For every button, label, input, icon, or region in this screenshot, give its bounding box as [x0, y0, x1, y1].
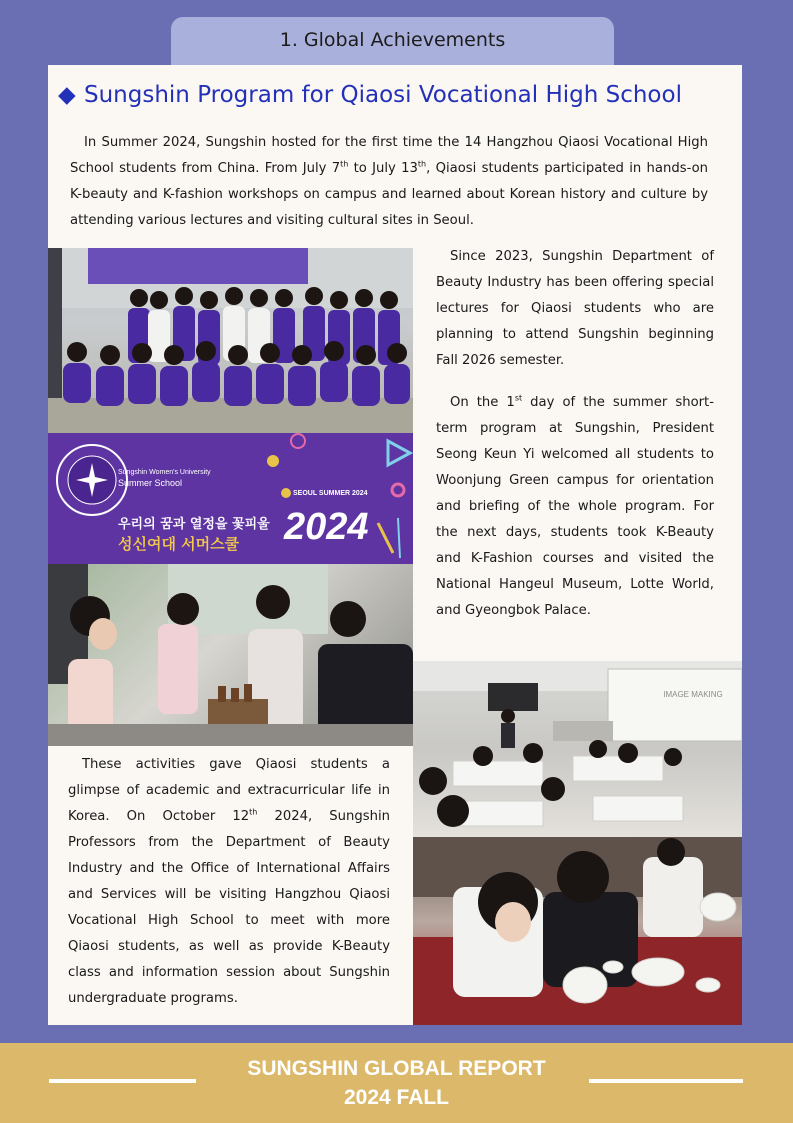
activities-text-b: 2024, Sungshin Professors from the Department of Beauty Industry and the Office of International Affairs and Services will be visiting Hangzhou Qiaosi Vocational High School to meet with more Qiaosi students, as well as provide K-Beauty class and information session about Sungshin undergraduate programs. [68, 809, 390, 1006]
group-photo-illustration [48, 248, 413, 433]
banner-slogan: 우리의 꿈과 열정을 꽃피울 [118, 517, 270, 532]
activities-sup: th [249, 807, 258, 817]
intro-sup-1: th [340, 159, 349, 169]
summer-school-banner [48, 433, 413, 564]
footer-edition: 2024 FALL [343, 1086, 450, 1109]
first-day-text-a: On the 1 [450, 395, 515, 410]
intro-text-b: to July 13 [348, 161, 418, 176]
intro-paragraph [70, 130, 708, 234]
activities-paragraph [68, 752, 390, 1012]
article-heading [58, 82, 738, 108]
footer-report-name: SUNGSHIN GLOBAL REPORT [247, 1057, 546, 1080]
first-day-sup: st [514, 393, 523, 403]
footer-title [200, 1054, 593, 1112]
intro-text-a: In Summer 2024, Sungshin hosted for the first time the 14 Hangzhou Qiaosi Vocational High School students from China. From July 7 [70, 135, 708, 176]
tea-class-illustration [413, 837, 742, 1025]
footer-divider-right [589, 1079, 743, 1083]
classroom-screen-text: IMAGE MAKING [663, 690, 723, 699]
first-day-paragraph [436, 390, 714, 624]
classroom-illustration [413, 661, 742, 837]
footer-divider-left [49, 1079, 196, 1083]
intro-sup-2: th [417, 159, 427, 169]
tea-class-photo [413, 837, 742, 1025]
workshop-photo [48, 564, 413, 746]
first-day-text-b: day of the summer short-term program at Sungshin, President Seong Keun Yi welcomed all students to Woonjung Green campus for orientation and briefing of the whole program. For the next days, students took K-Beauty and K-Fashion courses and visited the National Hangeul Museum, Lotte World, and Gyeongbok Palace. [436, 395, 714, 618]
intro-text-c: , Qiaosi students participated in hands-on K-beauty and K-fashion workshops on campus and learned about Korean history and culture by attending various lectures and visiting cultural sites in Seoul. [70, 161, 708, 228]
banner-title-kr: 성신여대 서머스쿨 [118, 535, 240, 553]
diamond-bullet-icon: ◆ [58, 82, 76, 108]
banner-school-name: Sungshin Women's University [118, 469, 211, 476]
classroom-photo [413, 661, 742, 837]
banner-year: 2024 [284, 506, 369, 548]
banner-seoul-summer: SEOUL SUMMER 2024 [293, 490, 368, 497]
section-tab-title: 1. Global Achievements [279, 29, 506, 51]
lectures-paragraph: Since 2023, Sungshin Department of Beauty Industry has been offering special lectures for Qiaosi students who are planning to attend Sungshin beginning Fall 2026 semester. [436, 249, 714, 368]
banner-program-name: Summer School [118, 478, 183, 488]
article-title: Sungshin Program for Qiaosi Vocational High School [84, 82, 682, 108]
group-photo [48, 248, 413, 433]
activities-text-a: These activities gave Qiaosi students a glimpse of academic and extracurricular life in Korea. On October 12 [68, 757, 390, 824]
workshop-illustration [48, 564, 413, 746]
